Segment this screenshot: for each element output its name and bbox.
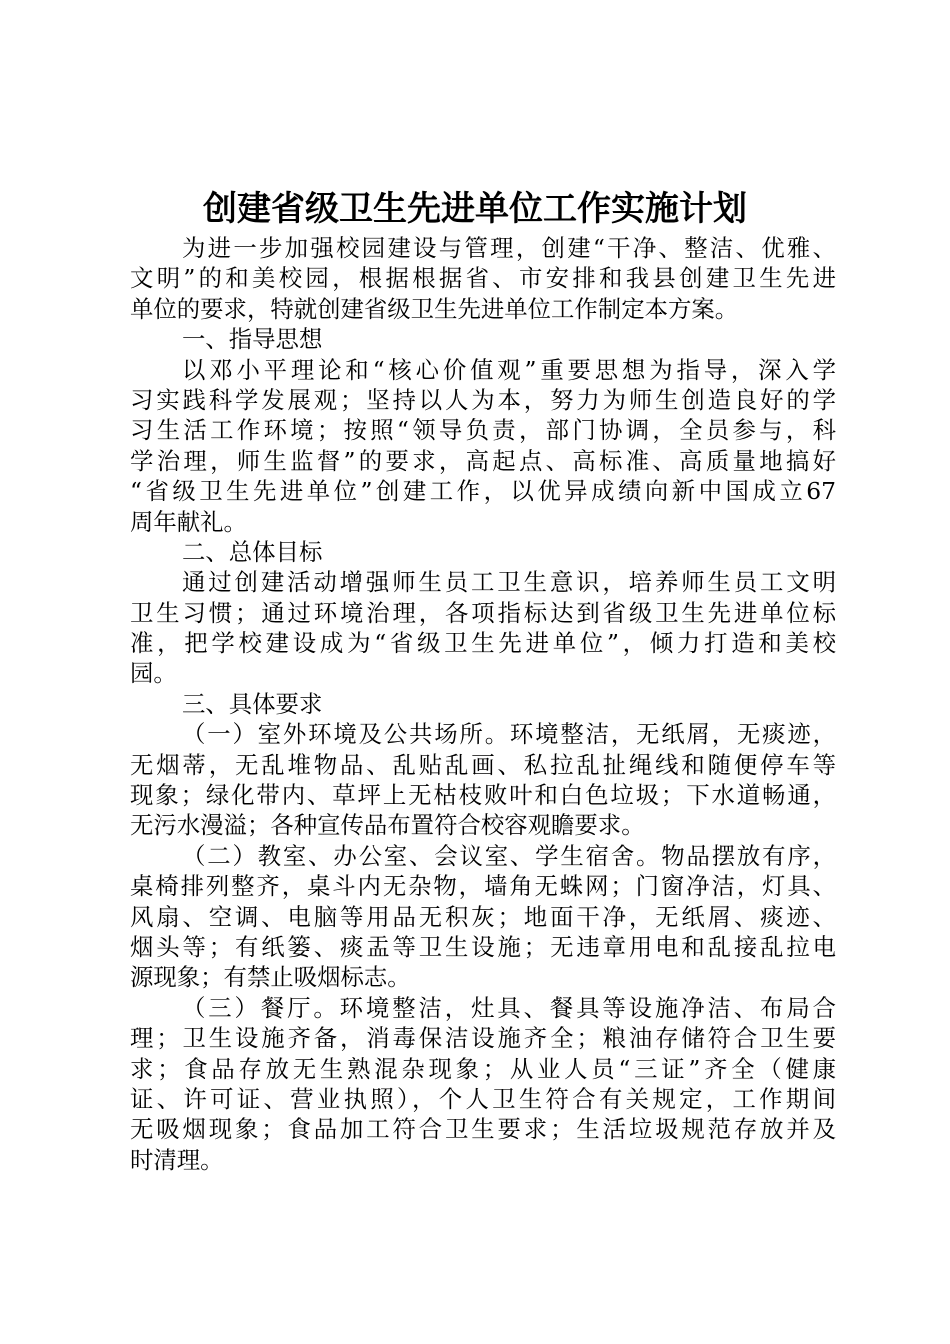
paragraph-req-2 <box>130 841 836 993</box>
document-title: 创建省级卫生先进单位工作实施计划 <box>203 189 747 229</box>
paragraph-line: 通过创建活动增强师生员工卫生意识，培养师生员工文明 <box>182 568 836 597</box>
paragraph-line: （一）室外环境及公共场所。环境整洁，无纸屑，无痰迹， <box>182 720 836 749</box>
paragraph-heading-2 <box>130 537 836 567</box>
paragraph-guiding <box>130 355 836 537</box>
paragraph-line: “省级卫生先进单位”创建工作，以优异成绩向新中国成立67 <box>130 477 836 506</box>
paragraph-heading-1 <box>130 324 836 354</box>
paragraph-line: 无污水漫溢；各种宣传品布置符合校容观瞻要求。 <box>130 811 645 840</box>
paragraph-line: 求；食品存放无生熟混杂现象；从业人员“三证”齐全（健康 <box>130 1054 836 1083</box>
paragraph-line: 桌椅排列整齐，桌斗内无杂物，墙角无蛛网；门窗净洁，灯具、 <box>130 872 836 901</box>
paragraph-req-1 <box>130 719 836 841</box>
paragraph-line: 无烟蒂，无乱堆物品、乱贴乱画、私拉乱扯绳线和随便停车等 <box>130 750 836 779</box>
paragraph-line: 学治理，师生监督”的要求，高起点、高标准、高质量地搞好 <box>130 446 836 475</box>
paragraph-heading-3 <box>130 689 836 719</box>
paragraph-line: 烟头等；有纸篓、痰盂等卫生设施；无违章用电和乱接乱拉电 <box>130 932 836 961</box>
paragraph-line: 时清理。 <box>130 1145 224 1174</box>
paragraph-line: 证、许可证、营业执照），个人卫生符合有关规定，工作期间 <box>130 1084 836 1113</box>
paragraph-line: 习实践科学发展观；坚持以人为本，努力为师生创造良好的学 <box>130 385 836 414</box>
paragraph-line: 周年献礼。 <box>130 507 247 536</box>
paragraph-req-3 <box>130 993 836 1175</box>
paragraph-line: 风扇、空调、电脑等用品无积灰；地面干净，无纸屑、痰迹、 <box>130 902 836 931</box>
paragraph-intro <box>130 233 836 324</box>
paragraph-line: （二）教室、办公室、会议室、学生宿舍。物品摆放有序， <box>182 841 836 870</box>
paragraph-line: 无吸烟现象；食品加工符合卫生要求；生活垃圾规范存放并及 <box>130 1115 836 1144</box>
paragraph-line: 文明”的和美校园，根据根据省、市安排和我县创建卫生先进 <box>130 264 836 293</box>
paragraph-line: 二、总体目标 <box>182 537 323 566</box>
paragraph-line: 准，把学校建设成为“省级卫生先进单位”，倾力打造和美校 <box>130 629 836 658</box>
paragraph-line: 习生活工作环境；按照“领导负责，部门协调，全员参与，科 <box>130 416 836 445</box>
paragraph-line: （三）餐厅。环境整洁，灶具、餐具等设施净洁、布局合 <box>182 993 836 1022</box>
paragraph-line: 单位的要求，特就创建省级卫生先进单位工作制定本方案。 <box>130 294 739 323</box>
paragraph-line: 一、指导思想 <box>182 325 323 354</box>
paragraph-line: 源现象；有禁止吸烟标志。 <box>130 963 411 992</box>
paragraph-goals <box>130 567 836 689</box>
paragraph-line: 三、具体要求 <box>182 689 323 718</box>
paragraph-line: 为进一步加强校园建设与管理，创建“干净、整洁、优雅、 <box>182 234 836 262</box>
paragraph-line: 以邓小平理论和“核心价值观”重要思想为指导，深入学 <box>182 355 836 384</box>
paragraph-line: 现象；绿化带内、草坪上无枯枝败叶和白色垃圾；下水道畅通， <box>130 781 836 810</box>
paragraph-line: 卫生习惯；通过环境治理，各项指标达到省级卫生先进单位标 <box>130 598 836 627</box>
paragraph-line: 园。 <box>130 659 177 688</box>
document-body <box>130 233 836 1175</box>
paragraph-line: 理；卫生设施齐备，消毒保洁设施齐全；粮油存储符合卫生要 <box>130 1024 836 1053</box>
